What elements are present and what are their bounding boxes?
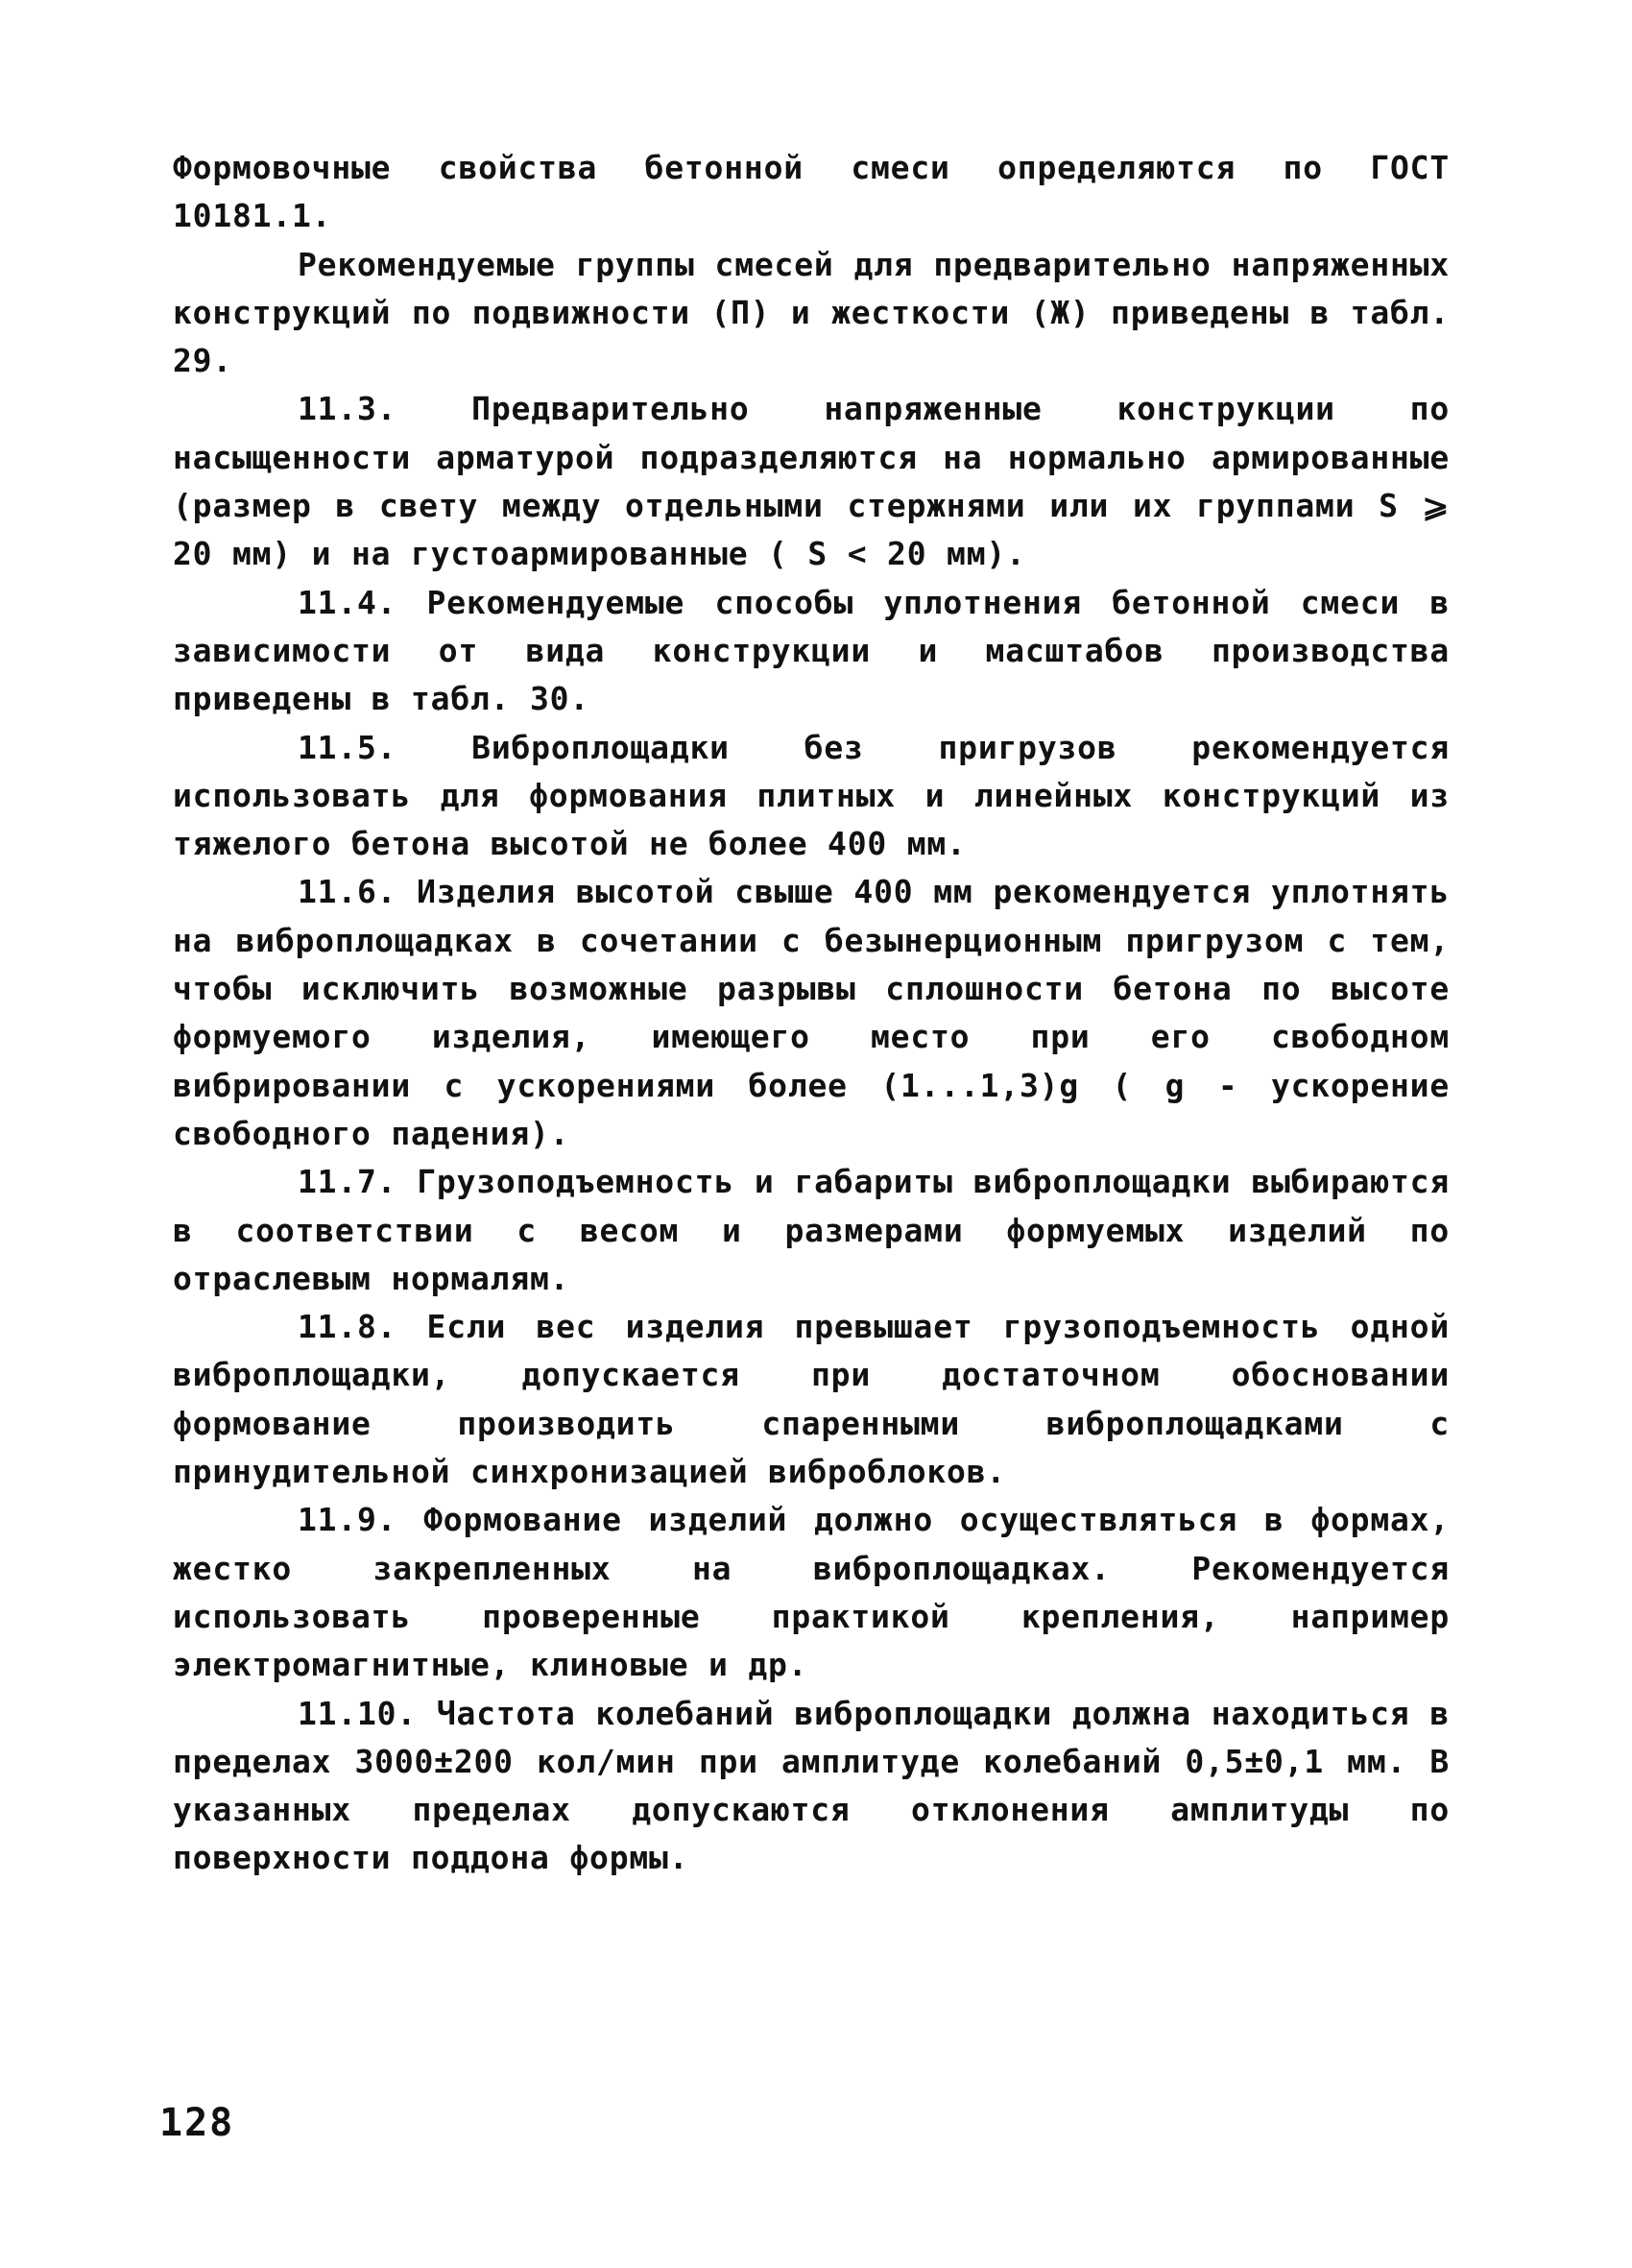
page-number: 128 bbox=[159, 2101, 235, 2145]
paragraph-11-7: 11.7. Грузоподъемность и габариты виброплощадки выбираются в соответствии с весом и размерами формуемых изделий по отраслевым нормалям. bbox=[173, 1163, 1450, 1297]
paragraph-11-10: 11.10. Частота колебаний виброплощадки должна находиться в пределах 3000±200 кол/мин при амплитуде колебаний 0,5±0,1 мм. В указанных пределах допускаются отклонения амплитуды по поверхности поддона формы. bbox=[173, 1694, 1450, 1877]
body-text bbox=[173, 144, 1450, 1883]
paragraph-11-4: 11.4. Рекомендуемые способы уплотнения бетонной смеси в зависимости от вида конструкции и масштабов производства приведены в табл. 30. bbox=[173, 583, 1450, 718]
paragraph-11-5: 11.5. Виброплощадки без пригрузов рекомендуется использовать для формования плитных и линейных конструкций из тяжелого бетона высотой не более 400 мм. bbox=[173, 728, 1450, 863]
paragraph-intro-molding-properties: Формовочные свойства бетонной смеси определяются по ГОСТ 10181.1. bbox=[173, 149, 1450, 235]
paragraph-11-9: 11.9. Формование изделий должно осуществляться в формах, жестко закрепленных на виброплощадках. Рекомендуется использовать проверенные практикой крепления, например электромагнитные, клиновые и др. bbox=[173, 1501, 1450, 1684]
paragraph-11-6: 11.6. Изделия высотой свыше 400 мм рекомендуется уплотнять на виброплощадках в сочетании с безынерционным пригрузом с тем, чтобы исключить возможные разрывы сплошности бетона по высоте формуемого изделия, имеющего место при его свободном вибрировании с ускорениями более (1...1,3)g ( g - ускорение свободного падения). bbox=[173, 873, 1450, 1152]
paragraph-11-3: 11.3. Предварительно напряженные конструкции по насыщенности арматурой подразделяются на нормально армированные (размер в свету между отдельными стержнями или их группами S ⩾ 20 мм) и на густоармированные ( S < 20 мм). bbox=[173, 390, 1450, 573]
paragraph-11-8: 11.8. Если вес изделия превышает грузоподъемность одной виброплощадки, допускается при достаточном обосновании формование производить спаренными виброплощадками с принудительной синхронизацией виброблоков. bbox=[173, 1308, 1450, 1491]
paragraph-intro-mix-groups: Рекомендуемые группы смесей для предварительно напряженных конструкций по подвижности (П) и жесткости (Ж) приведены в табл. 29. bbox=[173, 245, 1450, 380]
